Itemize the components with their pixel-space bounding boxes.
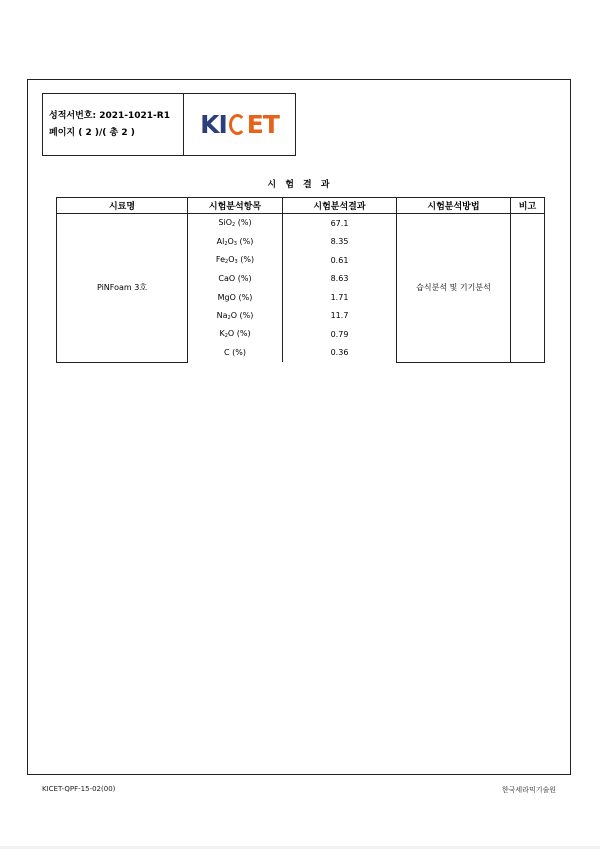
results-table	[56, 197, 545, 363]
report-info	[43, 94, 184, 155]
institute-name: 한국세라믹기술원	[501, 786, 556, 794]
analysis-item: MgO (%)	[188, 288, 283, 307]
col-header-item: 시험분석항목	[188, 198, 283, 214]
table-header-row	[57, 198, 545, 214]
sample-name: PiNFoam 3호	[57, 214, 188, 363]
logo-cell	[184, 94, 295, 155]
analysis-result: 11.7	[283, 307, 397, 326]
remark	[511, 214, 545, 363]
analysis-result: 1.71	[283, 288, 397, 307]
table-row	[57, 214, 545, 233]
col-header-method: 시험분석방법	[397, 198, 511, 214]
analysis-item: SiO$_2$ (%)	[188, 214, 283, 233]
report-number: 성적서번호: 2021-1021-R1	[49, 111, 170, 121]
analysis-item: $Na_2O$ (%)	[188, 307, 283, 326]
analysis-result: 0.36	[283, 344, 397, 363]
analysis-result: 0.61	[283, 251, 397, 270]
analysis-result: 67.1	[283, 214, 397, 233]
col-header-sample: 시료명	[57, 198, 188, 214]
analysis-item: C (%)	[188, 344, 283, 363]
kicet-logo: KI ET	[200, 110, 279, 139]
form-code: KICET-QPF-15-02(00)	[42, 785, 116, 793]
analysis-result: 0.79	[283, 325, 397, 344]
analysis-item: $Al_2O_3$ (%)	[188, 233, 283, 252]
page-title: 시 험 결 과	[267, 180, 333, 190]
page-indicator: 페이지 ( 2 )/( 총 2 )	[49, 128, 135, 138]
report-header-box	[42, 93, 296, 156]
col-header-remark: 비고	[511, 198, 545, 214]
col-header-result: 시험분석결과	[283, 198, 397, 214]
analysis-result: 8.63	[283, 270, 397, 289]
analysis-item: $Fe_2O_3$ (%)	[188, 251, 283, 270]
analysis-item: $K_2O$ (%)	[188, 325, 283, 344]
analysis-method: 습식분석 및 기기분석	[397, 214, 511, 363]
analysis-result: 8.35	[283, 233, 397, 252]
analysis-item: CaO (%)	[188, 270, 283, 289]
